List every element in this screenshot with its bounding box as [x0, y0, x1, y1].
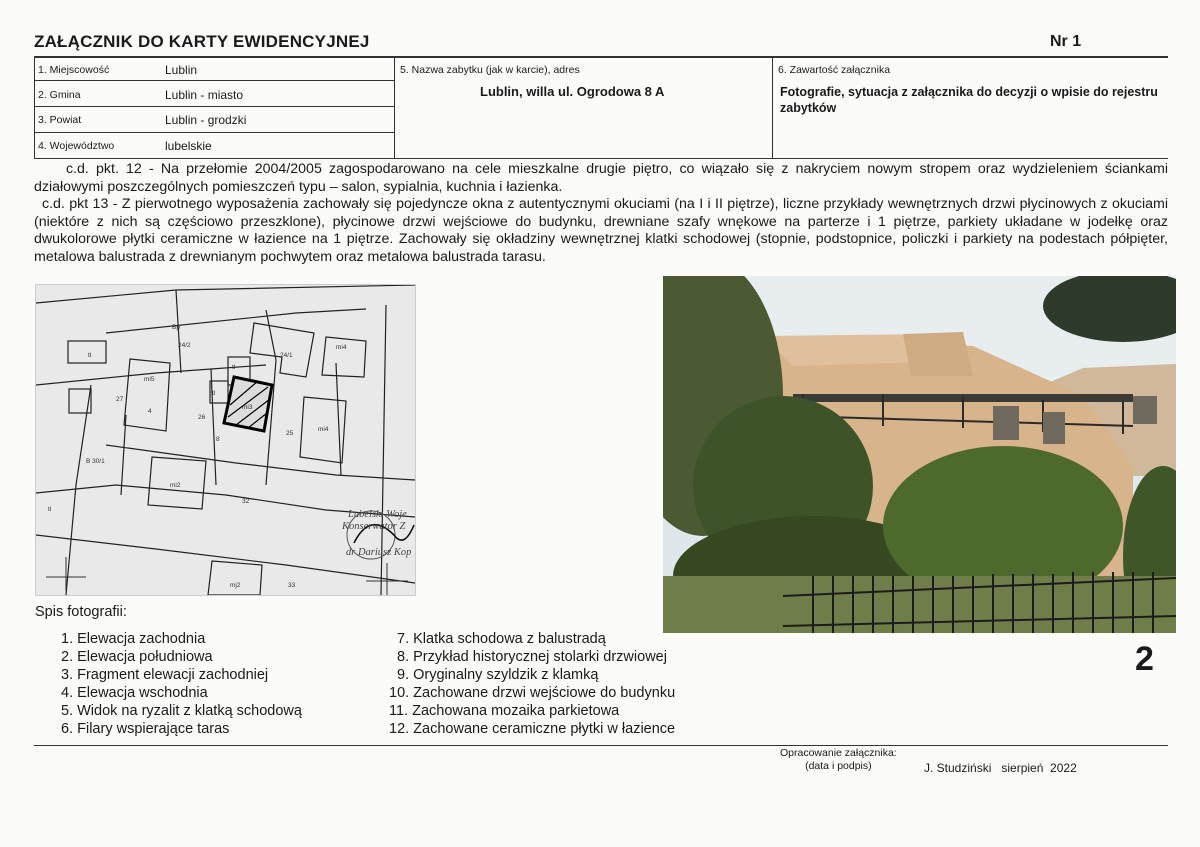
photo-list-item: 3. Fragment elewacji zachodniej	[61, 667, 269, 683]
map-label: mi4	[318, 426, 329, 433]
villa-photo	[663, 276, 1176, 633]
field-value-miejscowosc: Lublin	[165, 63, 198, 77]
page-title: ZAŁĄCZNIK DO KARTY EWIDENCYJNEJ	[34, 32, 370, 51]
cadastral-map-drawing	[36, 285, 415, 595]
field-label-wojewodztwo: 4. Województwo	[38, 140, 115, 152]
note-pkt-13: c.d. pkt 13 - Z pierwotnego wyposażenia zachowały się pojedyncze okna z autentycznymi okuciami (na I i II piętrze), liczne przykłady wewnętrznych drzwi płycinowych z okuciami (niektóre z nich są częściowo przeszklone), płycinowe drzwi wejściowe do budynku, drewniane szafy wnękowe na parterze i 1 piętrze, parkiety układane w jodełkę oraz dwukolorowe płytki ceramiczne w łazience na 1 piętrze. Zachowały się okładziny wewnętrznej klatki schodowej (stopnie, podstopnice, policzki i parkiety na podestach półpięter, metalowa balustrada z drewnianym pochwytem oraz metalowa balustrada tarasu.	[34, 196, 1168, 265]
table-row-divider	[34, 80, 394, 81]
table-column-divider	[394, 57, 395, 159]
field-label-nazwa: 5. Nazwa zabytku (jak w karcie), adres	[400, 64, 580, 76]
field-value-nazwa: Lublin, willa ul. Ogrodowa 8 A	[480, 84, 665, 99]
photo-list-item: 1. Elewacja zachodnia	[61, 631, 206, 647]
map-label: 33	[288, 582, 296, 589]
map-label: mi2	[170, 482, 181, 489]
table-row-divider	[34, 106, 394, 107]
header-rule	[34, 56, 1168, 58]
page-number: 2	[1135, 640, 1154, 678]
map-label: 27	[116, 396, 124, 403]
map-label: 24/1	[280, 352, 293, 359]
field-value-zawartosc: Fotografie, sytuacja z załącznika do decyzji o wpisie do rejestru zabytków	[780, 85, 1158, 115]
field-value-powiat: Lublin - grodzki	[165, 113, 247, 127]
stamp-text: Konserwator Z	[342, 521, 406, 532]
photo-list-item: 4. Elewacja wschodnia	[61, 685, 208, 701]
photo-list-item: 7. Klatka schodowa z balustradą	[397, 631, 606, 647]
map-label: tl	[232, 364, 236, 371]
map-label: B 30/1	[86, 458, 105, 465]
map-label: 32	[242, 498, 250, 505]
signature-value: J. Studziński sierpień 2022	[924, 761, 1077, 775]
photo-list-item: 8. Przykład historycznej stolarki drzwiowej	[397, 649, 667, 665]
map-label: mj2	[230, 582, 241, 589]
cadastral-map	[35, 284, 416, 596]
field-label-gmina: 2. Gmina	[38, 89, 81, 101]
photo-list-title: Spis fotografii:	[35, 604, 127, 620]
photo-list-item: 6. Filary wspierające taras	[61, 721, 230, 737]
map-label: tl	[48, 506, 52, 513]
signature-label-line1: Opracowanie załącznika:	[780, 747, 897, 759]
stamp-text: dr Dariusz Kop	[346, 547, 412, 558]
stamp-text: Lubelski Woje	[348, 509, 407, 520]
map-label: 8	[216, 436, 220, 443]
signature-label	[780, 747, 897, 773]
table-bottom-rule	[34, 158, 1168, 159]
table-left-border	[34, 57, 35, 159]
table-row-divider	[34, 132, 394, 133]
map-label: 4	[148, 408, 152, 415]
map-label: 25	[286, 430, 294, 437]
map-label: mi3	[242, 404, 253, 411]
footer-rule	[34, 745, 1168, 746]
map-label: tl	[88, 352, 92, 359]
photo-list-item: 10. Zachowane drzwi wejściowe do budynku	[389, 685, 676, 701]
map-label: 26	[198, 414, 206, 421]
field-label-zawartosc: 6. Zawartość załącznika	[778, 64, 891, 76]
villa-photo-drawing	[663, 276, 1176, 633]
attachment-number: Nr 1	[1050, 33, 1082, 50]
field-value-gmina: Lublin - miasto	[165, 88, 244, 102]
table-column-divider	[772, 57, 773, 159]
signature-label-line2: (data i podpis)	[805, 760, 872, 772]
map-label: mi4	[336, 344, 347, 351]
map-label: mi5	[144, 376, 155, 383]
photo-list-item: 9. Oryginalny szyldzik z klamką	[397, 667, 599, 683]
photo-list-item: 12. Zachowane ceramiczne płytki w łazience	[389, 721, 676, 737]
photo-list-item: 5. Widok na ryzalit z klatką schodową	[61, 703, 302, 719]
field-label-powiat: 3. Powiat	[38, 114, 82, 126]
photo-list-item: 2. Elewacja południowa	[61, 649, 213, 665]
field-label-miejscowosc: 1. Miejscowość	[38, 64, 110, 76]
map-label: 24/2	[178, 342, 191, 349]
field-value-wojewodztwo: lubelskie	[165, 139, 212, 153]
map-label: tl	[212, 390, 216, 397]
map-label: Bp	[172, 324, 180, 331]
photo-list-item: 11. Zachowana mozaika parkietowa	[389, 703, 620, 719]
note-pkt-12: c.d. pkt. 12 - Na przełomie 2004/2005 zagospodarowano na cele mieszkalne drugie piętro, co wiązało się z nakryciem nowym stropem oraz wydzieleniem ściankami działowymi poszczególnych pomieszczeń typu – salon, sypialnia, kuchnia i łazienka.	[34, 161, 1168, 195]
